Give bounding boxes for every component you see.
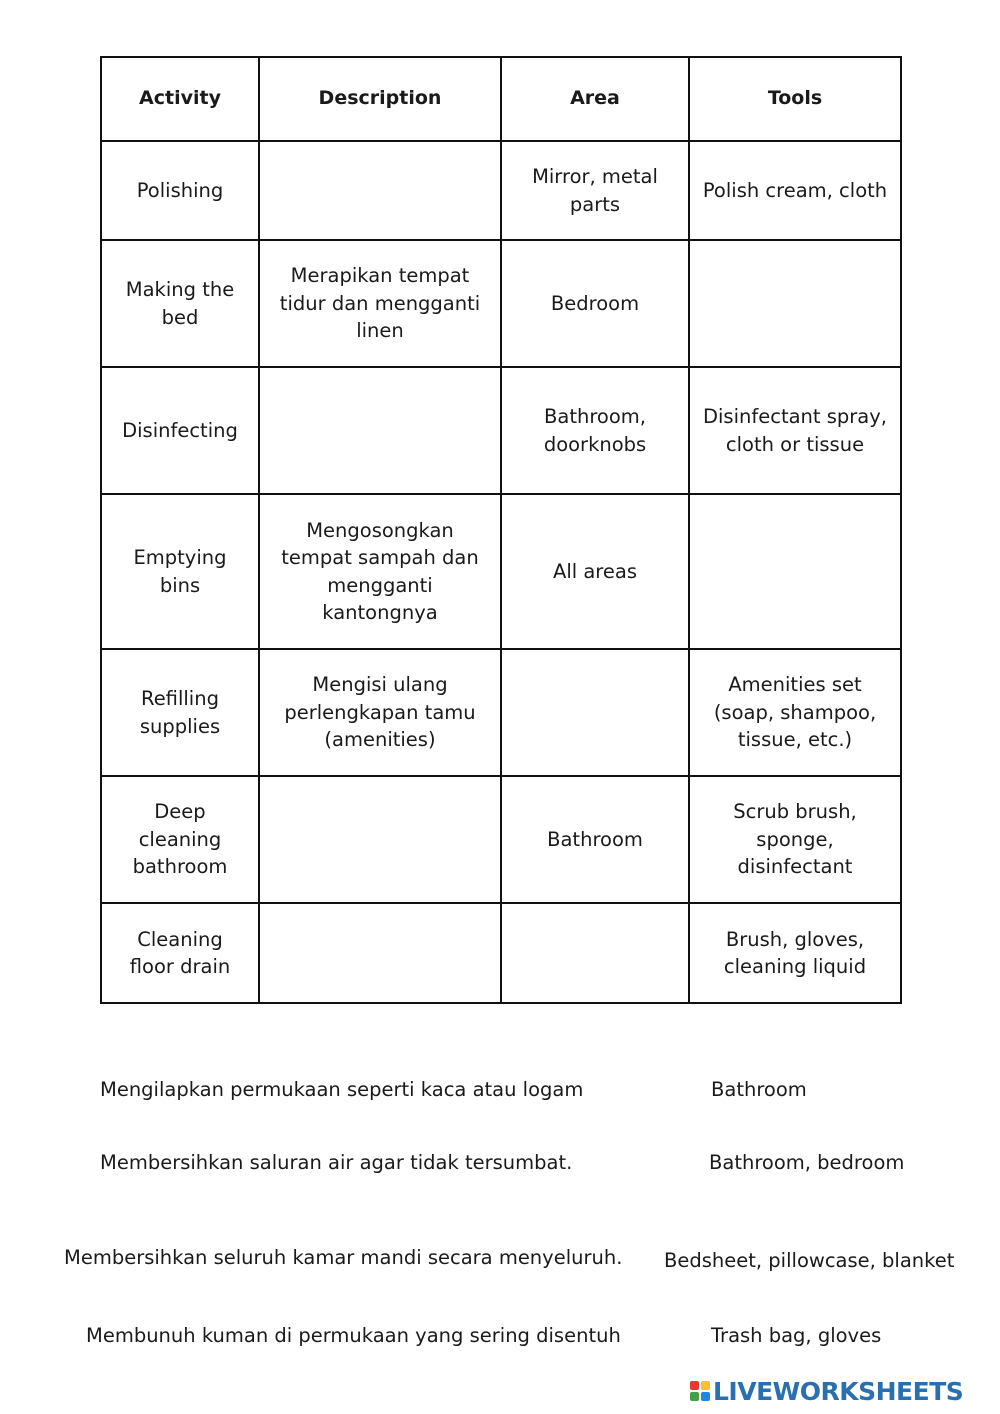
cell-activity: Emptying bins	[101, 494, 259, 649]
cell-tools: Scrub brush, sponge, disinfectant	[689, 776, 901, 903]
table-row	[101, 903, 901, 1003]
cell-tools-drop-zone[interactable]	[689, 494, 901, 649]
cell-area-drop-zone[interactable]	[501, 903, 689, 1003]
worksheet-table	[100, 56, 902, 1004]
cell-tools-drop-zone[interactable]	[689, 240, 901, 367]
header-tools: Tools	[689, 57, 901, 141]
cell-area: Bathroom	[501, 776, 689, 903]
table-row	[101, 494, 901, 649]
cell-description: Mengisi ulang perlengkapan tamu (amenities)	[259, 649, 501, 776]
cell-area: Bathroom, doorknobs	[501, 367, 689, 494]
cell-tools: Disinfectant spray, cloth or tissue	[689, 367, 901, 494]
option-area-bathroom[interactable]: Bathroom	[711, 1078, 807, 1101]
table-header-row	[101, 57, 901, 141]
cell-activity: Disinfecting	[101, 367, 259, 494]
cell-description: Merapikan tempat tidur dan mengganti linen	[259, 240, 501, 367]
cell-description: Mengosongkan tempat sampah dan mengganti kantongnya	[259, 494, 501, 649]
cell-activity: Polishing	[101, 141, 259, 240]
cell-area: All areas	[501, 494, 689, 649]
option-description-deep-cleaning[interactable]: Membersihkan seluruh kamar mandi secara menyeluruh.	[64, 1246, 623, 1269]
cell-tools: Polish cream, cloth	[689, 141, 901, 240]
table-row	[101, 240, 901, 367]
cell-area: Bedroom	[501, 240, 689, 367]
cell-tools: Brush, gloves, cleaning liquid	[689, 903, 901, 1003]
option-description-drain[interactable]: Membersihkan saluran air agar tidak tersumbat.	[100, 1151, 573, 1174]
option-description-disinfecting[interactable]: Membunuh kuman di permukaan yang sering disentuh	[86, 1324, 621, 1347]
table-row	[101, 649, 901, 776]
header-activity: Activity	[101, 57, 259, 141]
option-tools-bed-linen[interactable]: Bedsheet, pillowcase, blanket	[664, 1249, 955, 1272]
cell-activity: Cleaning floor drain	[101, 903, 259, 1003]
table-row	[101, 367, 901, 494]
cell-tools: Amenities set (soap, shampoo, tissue, etc.)	[689, 649, 901, 776]
liveworksheets-logo	[690, 1376, 963, 1406]
option-description-polishing[interactable]: Mengilapkan permukaan seperti kaca atau logam	[100, 1078, 584, 1101]
option-tools-trash-bag[interactable]: Trash bag, gloves	[711, 1324, 882, 1347]
liveworksheets-logo-text: LIVEWORKSHEETS	[713, 1376, 964, 1406]
table-row	[101, 776, 901, 903]
cell-activity: Making the bed	[101, 240, 259, 367]
cell-area: Mirror, metal parts	[501, 141, 689, 240]
cell-description-drop-zone[interactable]	[259, 903, 501, 1003]
cell-description-drop-zone[interactable]	[259, 776, 501, 903]
option-area-bathroom-bedroom[interactable]: Bathroom, bedroom	[709, 1151, 905, 1174]
cell-description-drop-zone[interactable]	[259, 367, 501, 494]
cell-description-drop-zone[interactable]	[259, 141, 501, 240]
liveworksheets-logo-icon	[690, 1381, 710, 1401]
cell-area-drop-zone[interactable]	[501, 649, 689, 776]
header-area: Area	[501, 57, 689, 141]
cell-activity: Deep cleaning bathroom	[101, 776, 259, 903]
cell-activity: Refilling supplies	[101, 649, 259, 776]
header-description: Description	[259, 57, 501, 141]
table-row	[101, 141, 901, 240]
